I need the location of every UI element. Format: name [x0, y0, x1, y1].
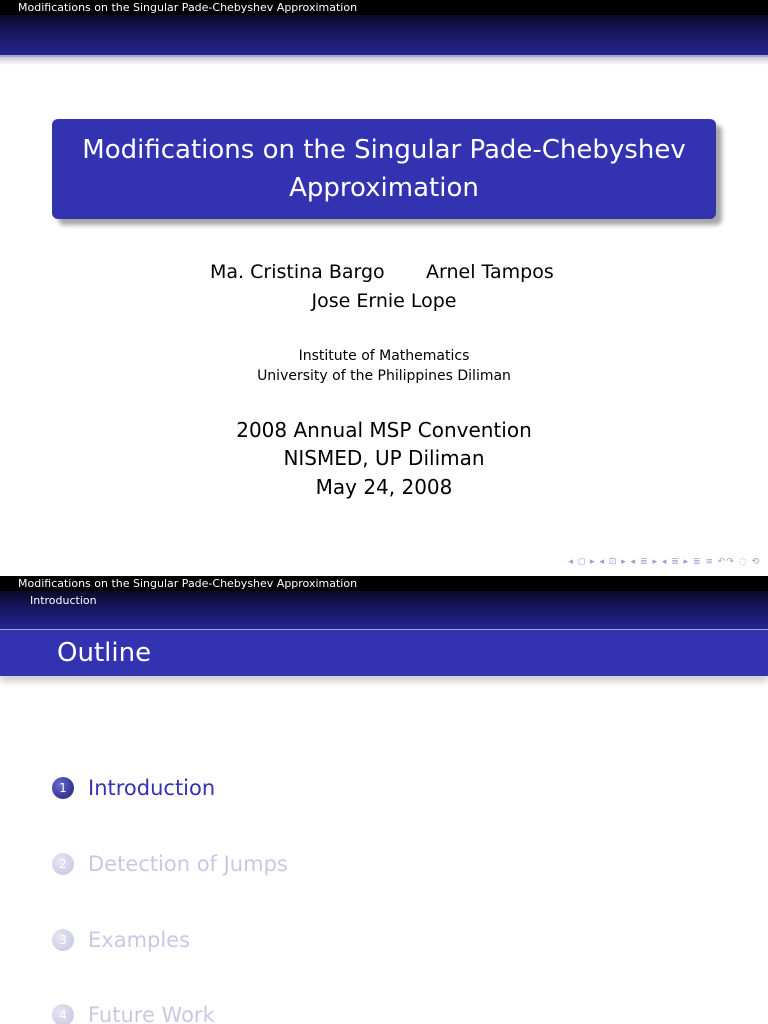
navigation-symbols[interactable]: ◂ ◻ ▸ ◂ ⊡ ▸ ◂ ≣ ▸ ◂ ≣ ▸ ≣ ≡ ↶↷ ◌ ⟲ [568, 557, 760, 567]
headline-band [0, 591, 768, 631]
toc-label: Detection of Jumps [88, 852, 288, 876]
title-box [52, 119, 716, 219]
toc-number-badge: 3 [52, 929, 74, 951]
author-name: Jose Ernie Lope [311, 290, 457, 312]
frame-title: Outline [57, 638, 152, 668]
toc-item[interactable] [52, 928, 190, 952]
toc-item[interactable] [52, 1003, 215, 1024]
headline-bar [0, 576, 768, 591]
headline-bar [0, 0, 768, 15]
headline-title: Modifications on the Singular Pade-Chebyshev Approximation [18, 577, 358, 590]
author-name: Ma. Cristina Bargo [210, 261, 385, 283]
toc-label: Examples [88, 928, 191, 952]
headline-band [0, 15, 768, 57]
presentation-title-line2: Approximation [289, 173, 479, 203]
author-name: Arnel Tampos [426, 261, 554, 283]
institute-line: Institute of Mathematics [298, 348, 470, 364]
event-line: 2008 Annual MSP Convention [236, 418, 532, 442]
toc-label: Introduction [88, 776, 216, 800]
section-name: Introduction [30, 594, 97, 607]
toc-number-badge: 2 [52, 853, 74, 875]
event-line: NISMED, UP Diliman [283, 446, 485, 470]
toc-number-badge: 1 [52, 777, 74, 799]
headline-shadow [0, 57, 768, 65]
date-line: May 24, 2008 [315, 475, 453, 499]
frame-title-bar [0, 630, 768, 676]
presentation-title-line1: Modifications on the Singular Pade-Chebyshev [82, 135, 686, 165]
toc-item[interactable] [52, 776, 215, 800]
toc-number-badge: 4 [52, 1004, 74, 1024]
institute-line: University of the Philippines Diliman [257, 368, 511, 384]
toc-item[interactable] [52, 852, 288, 876]
outline-slide [0, 576, 768, 1024]
toc-label: Future Work [88, 1003, 215, 1024]
headline-title: Modifications on the Singular Pade-Chebyshev Approximation [18, 1, 358, 14]
